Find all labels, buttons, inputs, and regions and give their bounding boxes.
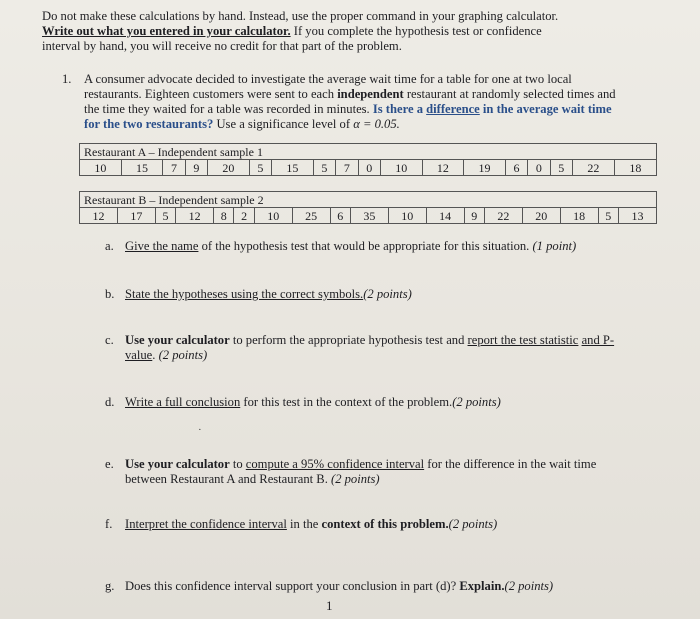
question-text-1: A consumer advocate decided to investigate the average wait time for a table for one at two local restaurants. Eighteen customers were sent to each — [84, 72, 572, 101]
sample-b-cell: 12 — [176, 208, 214, 224]
part-e-points: (2 points) — [331, 472, 380, 486]
part-c-underline-2: and P-value — [125, 333, 615, 362]
sample-a-cell: 7 — [163, 160, 185, 176]
part-d-text: for this test in the context of the problem. — [240, 395, 453, 409]
sample-b-cell: 17 — [117, 208, 155, 224]
part-g — [105, 579, 635, 594]
sample-b-cell: 8 — [214, 208, 234, 224]
stray-mark: · — [198, 424, 202, 436]
part-a-text: of the hypothesis test that would be appropriate for this situation. — [198, 239, 533, 253]
part-f — [105, 517, 635, 532]
sample-b-table — [79, 191, 657, 224]
sample-a-cell: 5 — [313, 160, 335, 176]
sample-a-cell: 0 — [528, 160, 550, 176]
question-text-3: Use a significance level of — [213, 117, 354, 131]
part-c — [105, 333, 615, 363]
sample-a-cell: 10 — [80, 160, 122, 176]
sample-b-cell: 20 — [522, 208, 560, 224]
part-e-text-2: for the difference in the wait time between Restaurant A and Restaurant B. — [125, 457, 597, 486]
instructions-line-1: Do not make these calculations by hand. Instead, use the proper command in your graphing calculator. — [42, 9, 559, 23]
question-blue-1: Is there a — [372, 102, 427, 116]
sample-b-cell: 35 — [350, 208, 388, 224]
sample-a-cell: 7 — [336, 160, 358, 176]
alpha-value: α = 0.05. — [353, 117, 400, 131]
part-b-underline: State the hypotheses using the correct symbols. — [125, 287, 364, 301]
question-blue-2: in the average wait time for the two restaurants? — [84, 102, 612, 131]
sample-a-cell: 9 — [185, 160, 207, 176]
sample-b-cell: 22 — [484, 208, 522, 224]
sample-a-cell: 12 — [422, 160, 464, 176]
part-g-text: Does this confidence interval support your conclusion in part (d)? — [125, 579, 460, 593]
part-f-letter: f. — [105, 517, 113, 531]
page-number: 1 — [326, 598, 333, 613]
sample-b-cell: 14 — [426, 208, 464, 224]
part-g-letter: g. — [105, 579, 115, 593]
part-a-points: (1 point) — [532, 239, 577, 253]
part-d-underline: Write a full conclusion — [125, 395, 241, 409]
part-e-bold: Use your calculator — [125, 457, 230, 471]
sample-a-cell: 20 — [208, 160, 250, 176]
sample-b-cell: 10 — [254, 208, 292, 224]
part-g-points: (2 points) — [504, 579, 554, 593]
part-c-underline-1: report the test statistic — [467, 333, 579, 347]
sample-a-cell: 19 — [464, 160, 506, 176]
sample-b-cell: 6 — [330, 208, 350, 224]
sample-a-cell: 5 — [249, 160, 271, 176]
sample-a-cell: 10 — [380, 160, 422, 176]
part-a-letter: a. — [105, 239, 114, 253]
instructions-emphasis: Write out what you entered in your calculator. — [42, 24, 291, 38]
sample-b-cell: 25 — [292, 208, 330, 224]
part-d-points: (2 points) — [452, 395, 501, 409]
question-text-2: restaurant at randomly selected times and the time they waited for a table was recorded in minutes. — [84, 87, 616, 116]
sample-a-table — [79, 143, 657, 176]
part-b-letter: b. — [105, 287, 115, 301]
sample-a-cell: 22 — [573, 160, 615, 176]
sample-b-cell: 5 — [598, 208, 618, 224]
sample-b-cell: 10 — [388, 208, 426, 224]
sample-b-row — [80, 208, 657, 224]
part-c-letter: c. — [105, 333, 114, 347]
part-f-points: (2 points) — [448, 517, 498, 531]
instructions-line-2 — [42, 24, 602, 39]
part-f-bold: context of this problem. — [321, 517, 449, 531]
sample-b-cell: 9 — [464, 208, 484, 224]
part-a — [105, 239, 635, 254]
part-e-text-1: to — [229, 457, 246, 471]
part-c-text: to perform the appropriate hypothesis test and — [229, 333, 468, 347]
part-e-letter: e. — [105, 457, 114, 471]
sample-b-cell: 2 — [234, 208, 254, 224]
instructions-line-2-rest: If you complete the hypothesis test or confidence — [290, 24, 542, 38]
sample-b-cell: 12 — [80, 208, 118, 224]
part-b — [105, 287, 635, 302]
question-text — [84, 72, 622, 132]
part-b-points: (2 points) — [363, 287, 412, 301]
question-1 — [62, 72, 622, 132]
part-c-end: . — [152, 348, 159, 362]
question-number: 1. — [62, 72, 72, 86]
sample-a-cell: 5 — [550, 160, 572, 176]
part-c-bold: Use your calculator — [125, 333, 230, 347]
sample-a-cell: 15 — [272, 160, 314, 176]
sample-a-cell: 6 — [505, 160, 527, 176]
part-e-underline: compute a 95% confidence interval — [245, 457, 425, 471]
sample-b-cell: 18 — [560, 208, 598, 224]
part-g-bold: Explain. — [459, 579, 505, 593]
part-e — [105, 457, 625, 487]
sample-a-cell: 15 — [121, 160, 163, 176]
part-d-letter: d. — [105, 395, 115, 409]
question-bold-independent: independent — [337, 87, 404, 101]
sample-a-cell: 0 — [358, 160, 380, 176]
sample-a-title: Restaurant A – Independent sample 1 — [80, 144, 657, 160]
sample-b-cell: 13 — [618, 208, 656, 224]
part-d — [105, 395, 635, 410]
instructions-line-3: interval by hand, you will receive no credit for that part of the problem. — [42, 39, 402, 53]
instructions — [42, 9, 602, 54]
part-c-points: (2 points) — [158, 348, 208, 362]
sample-a-cell: 18 — [614, 160, 656, 176]
part-f-text: in the — [286, 517, 322, 531]
sample-a-row — [80, 160, 657, 176]
sample-b-title: Restaurant B – Independent sample 2 — [80, 192, 657, 208]
question-blue-difference: difference — [426, 102, 480, 116]
sample-b-cell: 5 — [155, 208, 175, 224]
part-a-underline: Give the name — [125, 239, 199, 253]
part-f-underline: Interpret the confidence interval — [125, 517, 287, 531]
